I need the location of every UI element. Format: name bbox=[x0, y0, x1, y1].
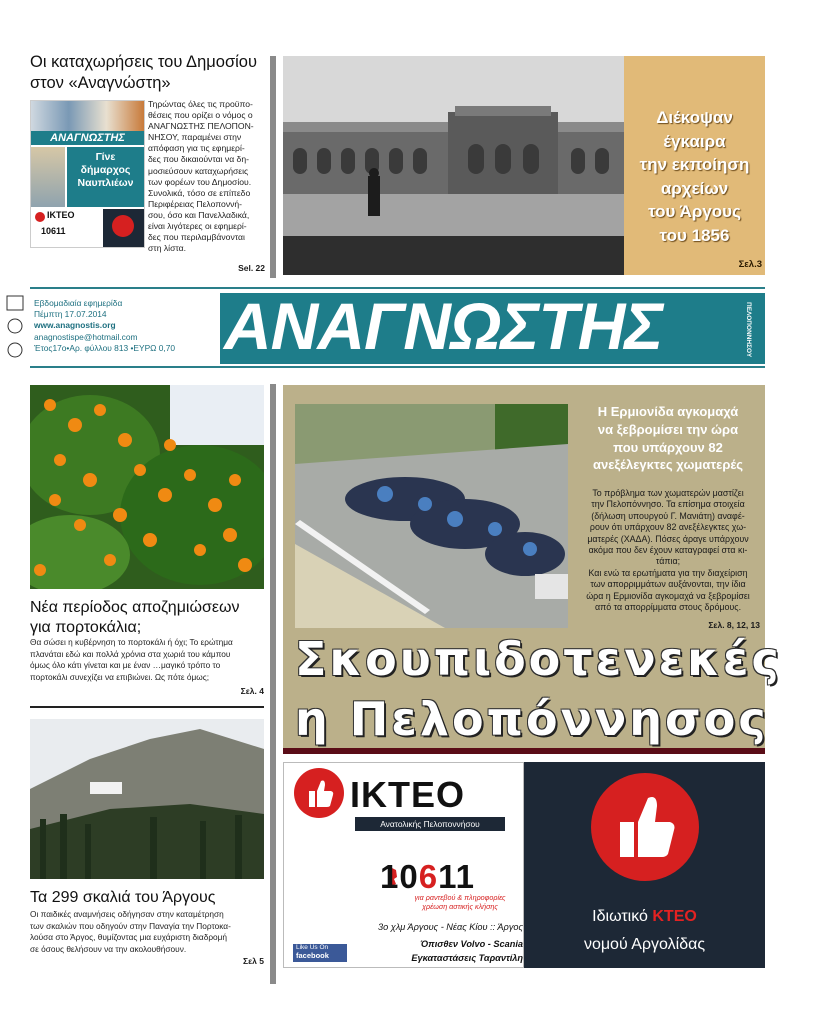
steps-body: Οι παιδικές αναμνήσεις οδήγησαν στην καταμέτρηση των σκαλιών που οδηγούν στην Παναγία την Πορτοκα- λούσα στο Άργος, θυμίζοντας μια ευχάριστη διαδρομή σε όσους θελήσουν να την ακολουθήσουν. bbox=[30, 909, 231, 954]
ad-address-premises: Εγκαταστάσεις Ταραντίλη bbox=[411, 953, 523, 963]
oranges-title[interactable]: Νέα περίοδος αποζημιώσεων για πορτοκάλια; bbox=[30, 599, 240, 636]
masthead-info bbox=[34, 298, 214, 354]
thumb-ad-brand: ΙΚΤΕΟ bbox=[47, 210, 75, 220]
column-divider bbox=[270, 56, 276, 278]
phone-note: για ραντεβού & πληροφορίες χρέωση αστικής κλήσης bbox=[414, 893, 506, 911]
main-body: Το πρόβλημα των χωματερών μαστίζει την Πελοπόννησο. Τα επίσημα στοιχεία (δήλωση υπουργού Γ. Μανιάτη) αναφέ- ρουν ότι υπάρχουν 82 ανεξέλεγκτες χω- ματερές (ΧΑΔΑ). Πόσες άραγε υπάρχουν ακόμα που δεν έχουν καταγραφεί στα κι- τάπια; Και ενώ τα ερωτήματα για την διαχείριση των απορριμμάτων αυξάνονται, την ίδια ώρα η Ερμιονίδα αγκομαχά να ξεβρομίσει από τα απορρίμματα στους δρόμους. bbox=[586, 488, 750, 613]
masthead-rule-bottom bbox=[30, 366, 765, 368]
hillside-monastery-photo[interactable] bbox=[30, 719, 264, 879]
archives-headline[interactable]: Διέκοψαν έγκαιρα την εκποίηση αρχείων του Άργους του 1856 bbox=[639, 108, 750, 245]
main-story-bar bbox=[283, 748, 765, 754]
registrations-body: Τηρώντας όλες τις προϋπο- θέσεις που ορίζει ο νόμος ο ΑΝΑΓΝΩΣΤΗΣ ΠΕΛΟΠΟΝ- ΝΗΣΟΥ, παραμένει στην απόφαση για τις εφημερί- δες που δικαιούνται να δη- μοσιεύσουν καταχωρήσεις των φορέων του Δημοσίου. Συνολικά, τόσο σε επίπεδο Περιφέρειας Πελοποννή- σου, όσο και Πανελλαδικά, είναι λιγότερες οι εφημερί- δες που περιλαμβάνονται στη λίστα. bbox=[148, 99, 254, 254]
email-link[interactable]: anagnostispe@hotmail.com bbox=[34, 331, 138, 342]
main-banner-line2[interactable]: η Πελοπόννησος bbox=[295, 692, 769, 746]
registrations-title[interactable]: Οι καταχωρήσεις του Δημοσίου στον «Αναγνώστη» bbox=[30, 53, 257, 92]
steps-page-ref[interactable]: Σελ 5 bbox=[243, 956, 264, 966]
main-page-ref[interactable]: Σελ. 8, 12, 13 bbox=[708, 620, 760, 630]
tagline: Εβδομαδιαία εφημερίδα bbox=[34, 298, 123, 308]
ikteo-phone[interactable]: 10611 bbox=[380, 858, 475, 895]
ikteo-brand: ΙΚΤΕΟ bbox=[350, 774, 466, 815]
publisher-logo-icon bbox=[6, 294, 24, 368]
thumbs-up-large-icon bbox=[590, 772, 700, 882]
column-divider-lower bbox=[270, 384, 276, 984]
issue-date: Πέμπτη 17.07.2014 bbox=[34, 309, 107, 320]
argos-building-photo[interactable] bbox=[283, 56, 624, 275]
thumb-ad-phone: 10611 bbox=[41, 226, 66, 236]
masthead-subtitle: ΠΕΛΟΠΟΝΝΗΣΟΥ bbox=[745, 302, 752, 358]
website-link[interactable]: www.anagnostis.org bbox=[34, 320, 116, 331]
ad-address-note: Όπισθεν Volvo - Scania bbox=[420, 939, 523, 949]
registrations-page-ref[interactable]: Sel. 22 bbox=[238, 263, 265, 273]
issue-info: Έτος17ο•Αρ. φύλλου 813 •ΕΥΡΩ 0,70 bbox=[34, 342, 176, 353]
masthead-title[interactable]: ΑΝΑΓΝΩΣΤΗΣ bbox=[224, 289, 663, 363]
steps-title[interactable]: Τα 299 σκαλιά του Άργους bbox=[30, 889, 216, 906]
main-headline[interactable]: Η Ερμιονίδα αγκομαχά να ξεβρομίσει την ώρα που υπάρχουν 82 ανεξέλεγκτες χωματερές bbox=[592, 404, 744, 473]
facebook-button[interactable]: Like Us On facebook bbox=[293, 944, 347, 962]
archives-page-ref[interactable]: Σελ.3 bbox=[738, 259, 762, 270]
ikteo-region: Ανατολικής Πελοποννήσου bbox=[355, 817, 505, 831]
main-banner-line1[interactable]: Σκουπιδοτενεκές bbox=[295, 632, 782, 686]
newspaper-thumbnail[interactable] bbox=[30, 100, 145, 248]
thumb-headline: Γίνε δήμαρχος Ναυπλιέων bbox=[67, 147, 144, 207]
thumbs-up-icon bbox=[293, 767, 345, 819]
oranges-page-ref[interactable]: Σελ. 4 bbox=[240, 686, 264, 696]
thumb-masthead: ΑΝΑΓΝΩΣΤΗΣ bbox=[31, 131, 144, 145]
ad-address: 3ο χλμ Άργους - Νέας Κίου :: Άργος bbox=[377, 922, 523, 932]
ad-right-line2: νομού Αργολίδας bbox=[583, 936, 706, 953]
orange-tree-photo[interactable] bbox=[30, 385, 264, 589]
story-divider bbox=[30, 706, 264, 708]
ad-right-line1: Ιδιωτικό ΚΤΕΟ bbox=[592, 908, 697, 925]
garbage-street-photo[interactable] bbox=[295, 404, 568, 628]
oranges-body: Θα σώσει η κυβέρνηση το πορτοκάλι ή όχι; Το ερώτημα πλανάται εδώ και πολλά χρόνια στα χωριά του κάμπου όμως όλο κάτι γίνεται και με έναν …μαγικό τρόπο το πορτοκάλι συνεχίζει να επιβιώνει. Ως πότε όμως; bbox=[30, 637, 233, 682]
